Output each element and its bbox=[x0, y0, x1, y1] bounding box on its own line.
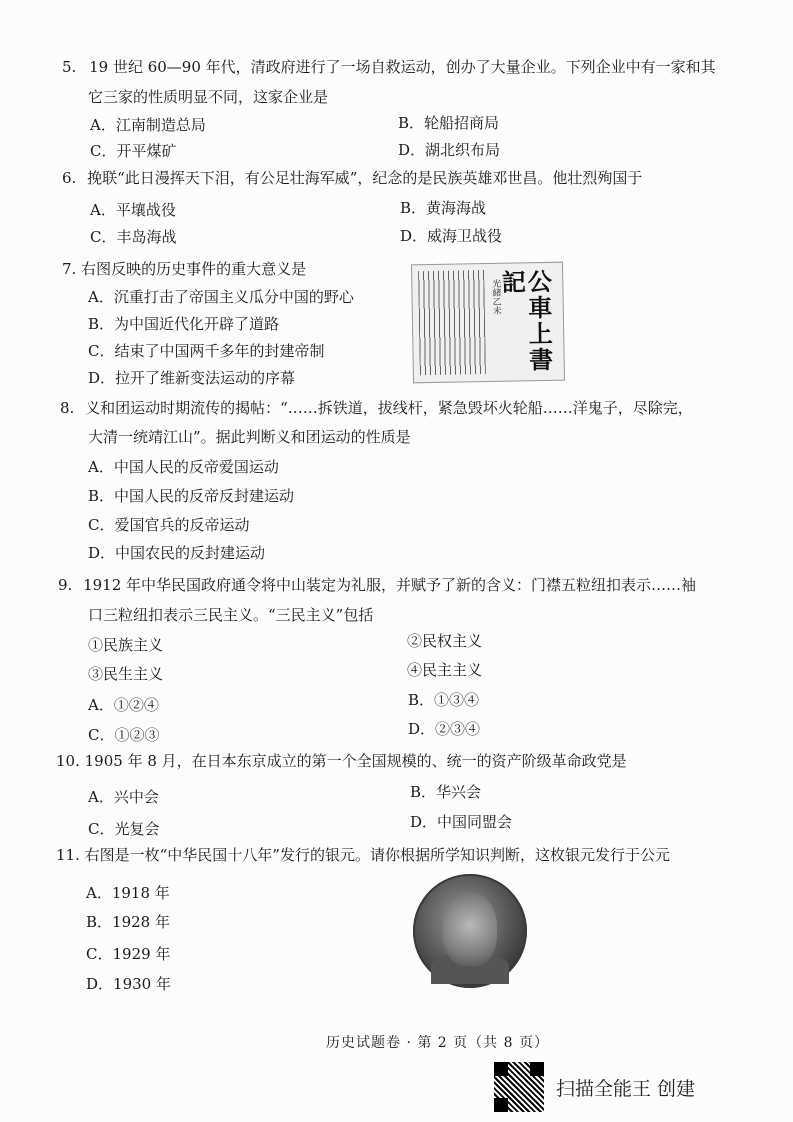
question-number: 6. bbox=[62, 169, 77, 187]
question-number: 5. bbox=[62, 58, 77, 76]
option-d: D．②③④ bbox=[408, 720, 481, 738]
item-2: ②民权主义 bbox=[407, 632, 483, 650]
qr-code-icon bbox=[494, 1062, 544, 1112]
option-b: B．为中国近代化开辟了道路 bbox=[88, 315, 280, 333]
option-c: C．①②③ bbox=[88, 726, 160, 744]
option-d: D．中国同盟会 bbox=[410, 813, 513, 831]
option-c: C．1929 年 bbox=[86, 945, 171, 963]
question-stem: 右图是一枚“中华民国十八年”发行的银元。请你根据所学知识判断，这枚银元发行于公元 bbox=[84, 846, 670, 864]
option-b: B．1928 年 bbox=[86, 913, 170, 931]
option-c: C．开平煤矿 bbox=[90, 142, 177, 160]
figure-side-text: 光緒乙未 bbox=[490, 278, 501, 315]
option-c: C．结束了中国两千多年的封建帝制 bbox=[88, 342, 325, 360]
silver-coin-image bbox=[413, 874, 527, 988]
scanner-watermark: 扫描全能王 创建 bbox=[556, 1078, 696, 1100]
item-3: ③民生主义 bbox=[88, 665, 164, 683]
question-stem-cont: 大清一统靖江山”。据此判断义和团运动的性质是 bbox=[88, 428, 411, 446]
option-a: A．沉重打击了帝国主义瓜分中国的野心 bbox=[88, 288, 354, 306]
option-a: A．①②④ bbox=[88, 696, 159, 714]
option-b: B．华兴会 bbox=[410, 783, 482, 801]
page-footer: 历史试题卷 · 第 2 页（共 8 页） bbox=[326, 1035, 549, 1051]
option-d: D．1930 年 bbox=[86, 975, 171, 993]
option-c: C．丰岛海战 bbox=[90, 228, 177, 246]
option-b: B．黄海海战 bbox=[400, 199, 487, 217]
question-stem: 义和团运动时期流传的揭帖：“……拆铁道，拔线杆，紧急毁坏火轮船……洋鬼子，尽除完， bbox=[85, 399, 693, 417]
question-number: 9. bbox=[58, 576, 73, 594]
vertical-text-columns bbox=[418, 270, 486, 375]
option-a: A．江南制造总局 bbox=[90, 116, 206, 134]
question-number: 11. bbox=[56, 846, 80, 864]
question-stem: 19 世纪 60—90 年代，清政府进行了一场自救运动，创办了大量企业。下列企业中有一家和其 bbox=[89, 58, 716, 76]
item-4: ④民主主义 bbox=[407, 661, 483, 679]
option-b: B．轮船招商局 bbox=[398, 114, 500, 132]
option-a: A．兴中会 bbox=[88, 788, 159, 806]
question-stem-cont: 它三家的性质明显不同，这家企业是 bbox=[88, 88, 329, 106]
question-number: 8. bbox=[60, 399, 75, 417]
figure-title: 公車上書記 bbox=[497, 268, 554, 374]
option-c: C．爱国官兵的反帝运动 bbox=[88, 516, 250, 534]
option-d: D．威海卫战役 bbox=[400, 227, 503, 245]
question-stem: 1912 年中华民国政府通令将中山装定为礼服，并赋予了新的含义：门襟五粒纽扣表示……袖 bbox=[83, 576, 697, 594]
option-c: C．光复会 bbox=[88, 820, 160, 838]
option-a: A．1918 年 bbox=[86, 884, 170, 902]
question-stem: 挽联“此日漫挥天下泪，有公足壮海军威”，纪念的是民族英雄邓世昌。他壮烈殉国于 bbox=[87, 169, 643, 187]
portrait bbox=[443, 892, 497, 966]
option-d: D．拉开了维新变法运动的序幕 bbox=[88, 369, 296, 387]
item-1: ①民族主义 bbox=[88, 636, 164, 654]
memorial-document-image bbox=[411, 262, 565, 384]
question-number: 7. bbox=[62, 260, 77, 278]
question-number: 10. bbox=[56, 752, 80, 770]
question-stem-cont: 口三粒纽扣表示三民主义。“三民主义”包括 bbox=[88, 606, 374, 624]
question-stem: 1905 年 8 月，在日本东京成立的第一个全国规模的、统一的资产阶级革命政党是 bbox=[84, 752, 627, 770]
option-d: D．湖北织布局 bbox=[398, 141, 501, 159]
option-b: B．①③④ bbox=[408, 691, 480, 709]
question-stem: 右图反映的历史事件的重大意义是 bbox=[81, 260, 307, 278]
option-a: A．中国人民的反帝爱国运动 bbox=[88, 458, 279, 476]
option-b: B．中国人民的反帝反封建运动 bbox=[88, 487, 295, 505]
option-d: D．中国农民的反封建运动 bbox=[88, 544, 266, 562]
option-a: A．平壤战役 bbox=[90, 201, 176, 219]
